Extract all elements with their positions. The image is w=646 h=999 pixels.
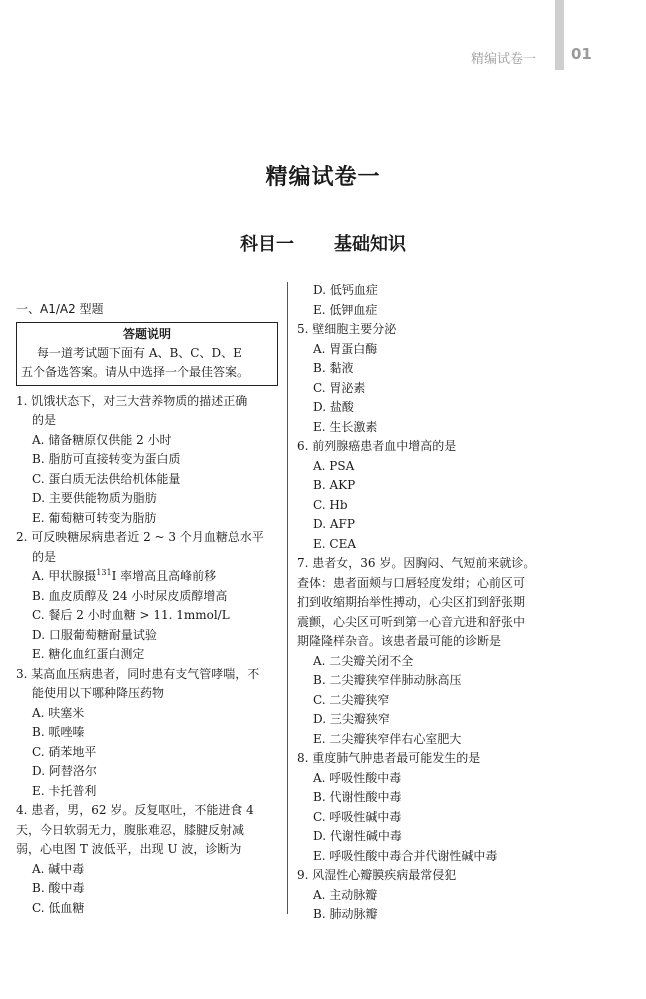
- subject-label: 科目一: [240, 234, 294, 255]
- answer-option: [16, 567, 286, 587]
- answer-option: A. 二尖瓣关闭不全: [313, 653, 414, 668]
- instructions-text: 每一道考试题下面有 A、B、C、D、E: [37, 345, 242, 360]
- question-5: [297, 320, 627, 437]
- page-number: 01: [571, 45, 592, 63]
- answer-option: E. 糖化血红蛋白测定: [32, 647, 145, 661]
- left-column: [16, 300, 286, 918]
- question-stem: 2. 可反映糖尿病患者近 2 ~ 3 个月血糖总水平: [16, 530, 264, 544]
- instructions-title: 答题说明: [122, 326, 171, 341]
- option-text: I 率增高且高峰前移: [111, 569, 217, 583]
- answer-option: A. 呼吸性酸中毒: [313, 770, 402, 785]
- answer-option: B. AKP: [313, 478, 356, 492]
- answer-option: E. 低钾血症: [313, 302, 378, 317]
- answer-option: B. 哌唑嗪: [32, 725, 85, 739]
- answer-option: D. 主要供能物质为脂肪: [32, 491, 157, 505]
- question-stem: 天，今日软弱无力，腹胀难忍，膝腱反射减: [16, 822, 245, 837]
- answer-option: D. 低钙血症: [313, 283, 378, 297]
- answer-option: D. 口服葡萄糖耐量试验: [32, 627, 157, 642]
- option-text: A. 甲状腺摄: [32, 569, 97, 583]
- right-column: [297, 281, 627, 925]
- question-9: [297, 866, 627, 925]
- answer-option: A. 呋塞米: [32, 705, 85, 720]
- answer-option: C. 二尖瓣狭窄: [313, 692, 390, 707]
- question-stem: 的是: [32, 413, 57, 427]
- question-stem: 能使用以下哪种降压药物: [32, 686, 165, 700]
- answer-option: A. 主动脉瓣: [313, 887, 378, 902]
- answer-option: C. 餐后 2 小时血糖 > 11. 1mmol/L: [32, 608, 230, 622]
- answer-option: B. 代谢性酸中毒: [313, 790, 402, 804]
- answer-option: E. 二尖瓣狭窄伴右心室肥大: [313, 731, 462, 746]
- answer-option: C. 胃泌素: [313, 380, 366, 395]
- question-6: [297, 437, 627, 554]
- answer-option: E. 生长激素: [313, 419, 378, 434]
- answer-option: A. 储备糖原仅供能 2 小时: [32, 432, 172, 447]
- question-8: [297, 749, 627, 866]
- question-4: [16, 801, 286, 918]
- question-stem: 9. 风湿性心瓣膜疾病最常侵犯: [297, 868, 457, 882]
- instructions-box: [16, 322, 278, 386]
- subject-name: 基础知识: [334, 234, 406, 255]
- answer-option: C. 硝苯地平: [32, 744, 97, 759]
- question-stem: 扪到收缩期抬举性搏动，心尖区扪到舒张期: [297, 595, 526, 609]
- answer-option: B. 酸中毒: [32, 881, 85, 895]
- question-type-heading: 一、A1/A2 型题: [16, 302, 104, 316]
- page-tab-decoration: [555, 0, 564, 70]
- question-stem: 8. 重度肺气肿患者最可能发生的是: [297, 751, 481, 765]
- answer-option: D. 盐酸: [313, 400, 354, 414]
- answer-option: E. 卡托普利: [32, 783, 97, 798]
- question-4-continued: [297, 281, 627, 320]
- answer-option: B. 黏液: [313, 361, 354, 375]
- answer-option: A. PSA: [313, 458, 355, 473]
- isotope-superscript: 131: [96, 568, 112, 577]
- instructions-text: 五个备选答案。请从中选择一个最佳答案。: [21, 364, 250, 379]
- page-title: 精编试卷一: [265, 165, 381, 190]
- running-title: 精编试卷一: [471, 52, 537, 67]
- question-stem: 4. 患者，男，62 岁。反复呕吐，不能进食 4: [16, 803, 254, 817]
- answer-option: D. 三尖瓣狭窄: [313, 712, 390, 726]
- question-stem: 查体：患者面颊与口唇轻度发绀；心前区可: [297, 575, 526, 590]
- question-3: [16, 665, 286, 802]
- column-divider: [287, 282, 288, 914]
- question-stem: 期隆隆样杂音。该患者最可能的诊断是: [297, 634, 502, 648]
- section-subtitle: [0, 230, 646, 256]
- answer-option: A. 碱中毒: [32, 861, 85, 876]
- answer-option: B. 脂肪可直接转变为蛋白质: [32, 452, 181, 466]
- answer-option: C. 低血糖: [32, 900, 85, 915]
- question-1: [16, 392, 286, 529]
- answer-option: B. 二尖瓣狭窄伴肺动脉高压: [313, 673, 462, 687]
- answer-option: A. 胃蛋白酶: [313, 341, 378, 356]
- question-stem: 震颤，心尖区可听到第一心音亢进和舒张中: [297, 614, 526, 629]
- question-2: [16, 528, 286, 665]
- answer-option: B. 肺动脉瓣: [313, 907, 378, 921]
- question-stem: 7. 患者女，36 岁。因胸闷、气短前来就诊。: [297, 556, 536, 570]
- answer-option: C. 呼吸性碱中毒: [313, 809, 402, 824]
- question-stem: 的是: [32, 549, 57, 564]
- answer-option: E. 葡萄糖可转变为脂肪: [32, 510, 157, 525]
- question-stem: 6. 前列腺癌患者血中增高的是: [297, 439, 457, 453]
- answer-option: E. CEA: [313, 536, 356, 551]
- answer-option: C. Hb: [313, 497, 348, 512]
- question-stem: 1. 饥饿状态下，对三大营养物质的描述正确: [16, 393, 248, 408]
- answer-option: D. 代谢性碱中毒: [313, 829, 402, 843]
- answer-option: D. AFP: [313, 517, 355, 531]
- answer-option: E. 呼吸性酸中毒合并代谢性碱中毒: [313, 848, 498, 863]
- answer-option: C. 蛋白质无法供给机体能量: [32, 471, 181, 486]
- question-stem: 3. 某高血压病患者，同时患有支气管哮喘，不: [16, 666, 260, 681]
- question-stem: 5. 壁细胞主要分泌: [297, 322, 397, 336]
- question-7: [297, 554, 627, 749]
- answer-option: B. 血皮质醇及 24 小时尿皮质醇增高: [32, 588, 228, 603]
- question-stem: 弱，心电图 T 波低平，出现 U 波，诊断为: [16, 842, 242, 856]
- answer-option: D. 阿替洛尔: [32, 764, 97, 778]
